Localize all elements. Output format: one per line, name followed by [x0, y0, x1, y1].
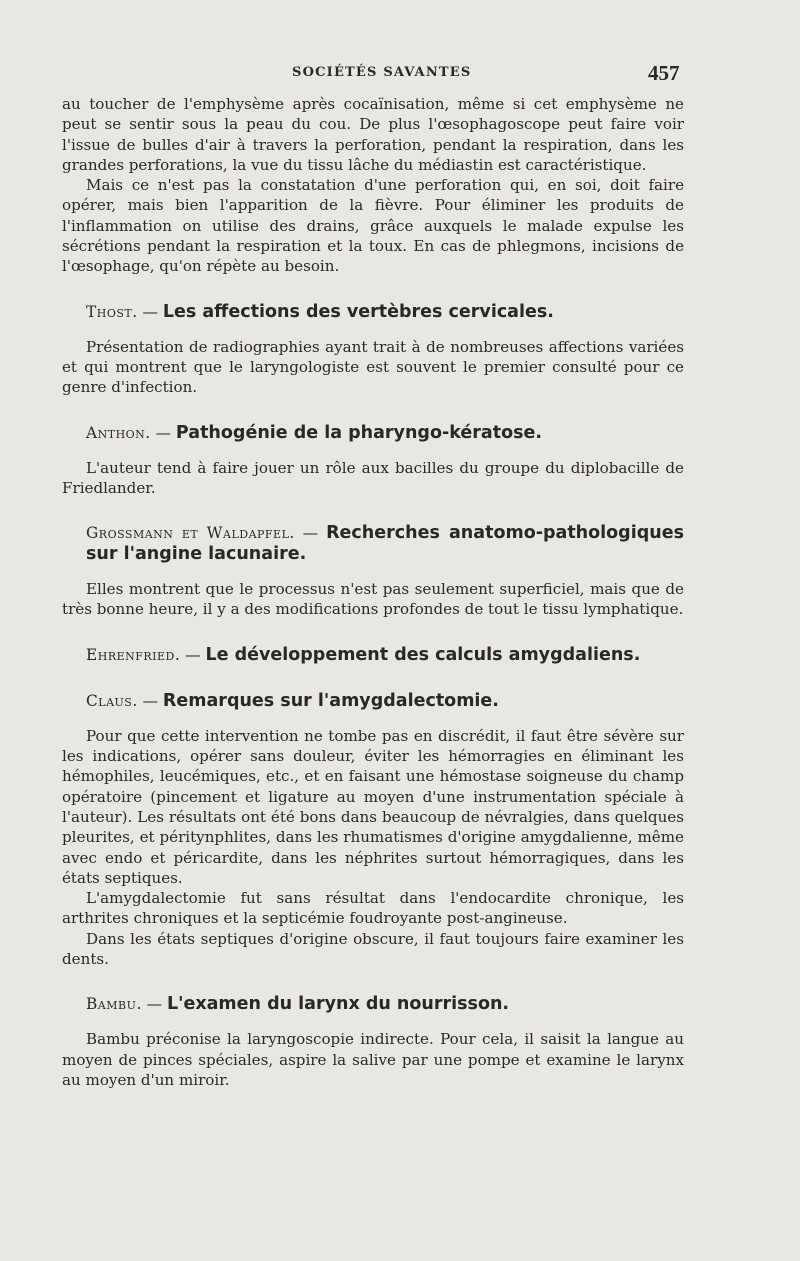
section-heading-thost: [62, 302, 684, 323]
page-content: [62, 94, 684, 1090]
section-title: Recherches anatomo-pathologiques sur l'angine lacunaire.: [86, 523, 684, 565]
section-heading-ehrenfried: [62, 645, 684, 666]
section-dash: —: [180, 645, 206, 664]
section-paragraph: Dans les états septiques d'origine obscure, il faut toujours faire examiner les dents.: [62, 929, 684, 969]
section-heading-grossmann: [62, 523, 684, 565]
paragraph-continued: au toucher de l'emphysème après cocaïnisation, même si cet emphysème ne peut se sentir sous la peau du cou. De plus l'œsophagoscope peut faire voir l'issue de bulles d'air à travers la perforation, pendant la respiration, dans les grandes perforations, la vue du tissu lâche du médiastin est caractéristique.: [62, 95, 684, 174]
section-dash: —: [137, 691, 163, 710]
section-dash: —: [294, 524, 327, 543]
section-author: Thost.: [86, 302, 138, 321]
section-author: Grossmann et Waldapfel.: [86, 524, 295, 543]
section-paragraph: Présentation de radiographies ayant trait à de nombreuses affections variées et qui montrent que le laryngologiste est souvent le premier consulté pour ce genre d'infection.: [62, 337, 684, 397]
section-paragraph: Pour que cette intervention ne tombe pas en discrédit, il faut être sévère sur les indications, opérer sans douleur, éviter les hémorragies en éliminant les hémophiles, leucémiques, etc., et en faisant une hémostase soigneuse du champ opératoire (pincement et ligature au moyen d'une instrumentation spéciale à l'auteur). Les résultats ont été bons dans beaucoup de névralgies, dans quelques pleurites, et péritynphlites, dans les rhumatismes d'origine amygdalienne, même avec endo et péricardite, dans les néphrites surtout hémorragiques, dans les états septiques.: [62, 726, 684, 887]
page-header: [0, 63, 800, 87]
section-title: Pathogénie de la pharyngo-kératose.: [175, 422, 543, 443]
section-paragraph: L'auteur tend à faire jouer un rôle aux bacilles du groupe du diplobacille de Friedlander.: [62, 458, 684, 497]
section-heading-anthon: [62, 423, 684, 444]
section-paragraph: Bambu préconise la laryngoscopie indirecte. Pour cela, il saisit la langue au moyen de pinces spéciales, aspire la salive par une pompe et examine le larynx au moyen d'un miroir.: [62, 1030, 684, 1089]
page-number: 457: [648, 61, 680, 85]
section-title: Remarques sur l'amygdalectomie.: [162, 690, 499, 711]
section-title: L'examen du larynx du nourrisson.: [166, 994, 510, 1015]
section-author: Claus.: [86, 691, 138, 710]
section-paragraph: L'amygdalectomie fut sans résultat dans l'endocardite chronique, les arthrites chroniques et la septicémie foudroyante post-angineuse.: [62, 889, 684, 928]
section-dash: —: [137, 302, 163, 321]
section-author: Bambu.: [86, 995, 142, 1014]
section-title: Les affections des vertèbres cervicales.: [162, 301, 554, 322]
section-dash: —: [150, 423, 176, 442]
paragraph: Mais ce n'est pas la constatation d'une perforation qui, en soi, doit faire opérer, mais bien l'apparition de la fièvre. Pour éliminer les produits de l'inflammation on utilise des drains, grâce auxquels le malade expulse les sécrétions pendant la respiration et la toux. En cas de phlegmons, incisions de l'œsophage, qu'on répète au besoin.: [62, 176, 684, 276]
section-author: Ehrenfried.: [86, 645, 181, 664]
section-heading-claus: [62, 691, 684, 712]
section-title: Le développement des calculs amygdaliens.: [205, 644, 641, 665]
running-title: SOCIÉTÉS SAVANTES: [292, 65, 472, 80]
section-heading-bambu: [62, 994, 684, 1015]
section-paragraph: Elles montrent que le processus n'est pas seulement superficiel, mais que de très bonne heure, il y a des modifications profondes de tout le tissu lymphatique.: [62, 580, 684, 619]
section-author: Anthon.: [86, 423, 151, 442]
section-dash: —: [141, 995, 167, 1014]
